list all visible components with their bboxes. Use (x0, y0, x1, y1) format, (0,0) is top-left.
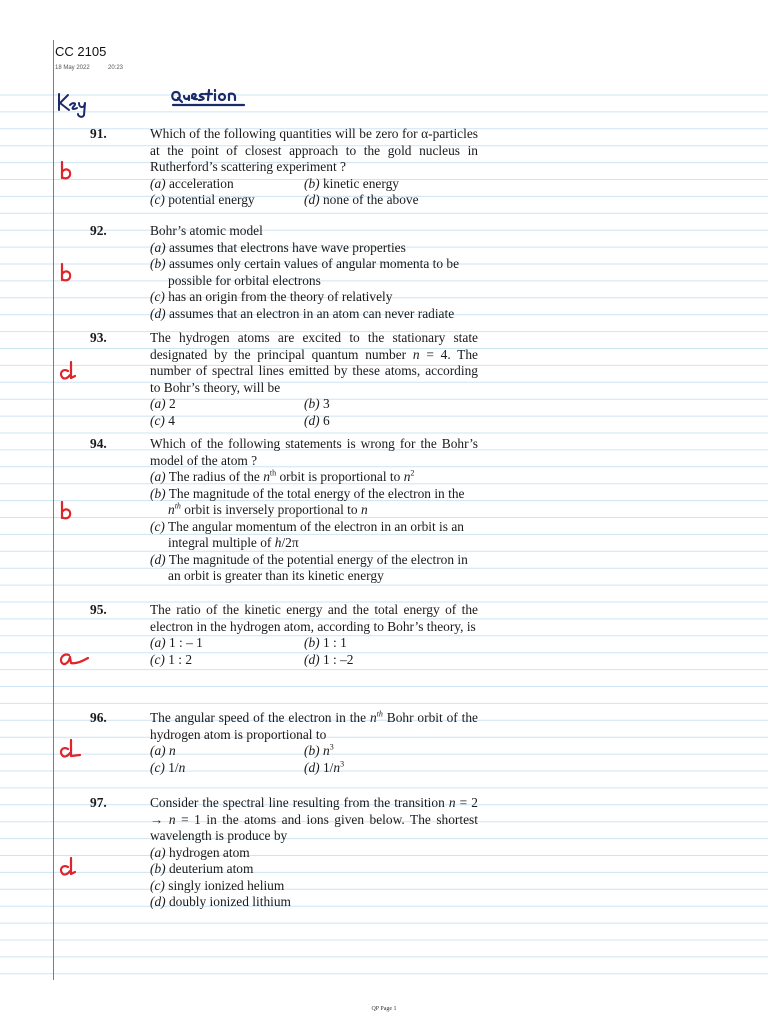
question-95 (90, 602, 478, 668)
question-number: 91. (90, 126, 107, 141)
handwritten-answer-97 (58, 856, 78, 878)
option-d: (d) none of the above (304, 192, 419, 207)
question-stem: The ratio of the kinetic energy and the total energy of the electron in the hydrogen atom, according to Bohr’s theory, is (150, 602, 478, 634)
question-97 (90, 795, 478, 911)
page-time: 20:23 (108, 65, 124, 71)
option-b: (b) 3 (304, 396, 330, 411)
handwritten-answer-91 (58, 160, 74, 182)
option-d: (d) $1/n^3$ (304, 759, 345, 775)
options (120, 635, 478, 668)
question-number: 94. (90, 436, 107, 451)
handwritten-answer-92 (58, 262, 74, 284)
option-d: (d) 1 : –2 (304, 651, 354, 667)
options (120, 396, 478, 429)
handwritten-answer-95 (58, 648, 90, 668)
option-a: (a) The radius of the $n^{th}$ orbit is proportional to $n^2$ (150, 468, 415, 484)
question-stem: The hydrogen atoms are excited to the stationary state designated by the principal quantum number n = 4. The number of spectral lines emitted by these atoms, according to Bohr’s theory, will be (150, 330, 478, 395)
option-c: (c) potential energy (150, 192, 255, 207)
option-b: (b) assumes only certain values of angular momenta to be possible for orbital electrons (150, 256, 460, 288)
options (120, 743, 478, 776)
option-c: (c) 4 (150, 412, 175, 428)
option-c: (c) 1/n (150, 759, 186, 775)
question-number: 93. (90, 330, 107, 345)
question-96 (90, 709, 478, 776)
page-title: CC 2105 (55, 44, 107, 59)
option-d: (d) The magnitude of the potential energy of the electron in an orbit is greater than its kinetic energy (150, 551, 468, 583)
handwritten-answer-93 (58, 360, 78, 382)
option-a: (a) 1 : – 1 (150, 635, 203, 650)
option-a: (a) hydrogen atom (150, 844, 250, 860)
option-a: (a) 2 (150, 396, 176, 411)
question-92 (90, 223, 478, 322)
page-footer: QP Page 1 (371, 1006, 397, 1012)
question-number: 97. (90, 795, 107, 810)
handwritten-answer-96 (58, 738, 84, 760)
option-b: (b) kinetic energy (304, 175, 399, 191)
option-d: (d) assumes that an electron in an atom can never radiate (150, 305, 455, 321)
options (120, 176, 478, 209)
handwritten-key-label (56, 90, 90, 118)
option-b: (b) deuterium atom (150, 861, 254, 876)
question-94 (90, 436, 478, 585)
option-c: (c) singly ionized helium (150, 877, 285, 893)
question-stem: Bohr’s atomic model (150, 223, 263, 238)
question-stem: The angular speed of the electron in the $n^{th}$ Bohr orbit of the hydrogen atom is proportional to (150, 709, 478, 742)
question-stem: Which of the following statements is wrong for the Bohr’s model of the atom ? (150, 436, 478, 468)
handwritten-answer-94 (58, 500, 74, 522)
question-91 (90, 126, 478, 209)
option-a: (a) acceleration (150, 175, 234, 191)
option-b: (b) 1 : 1 (304, 635, 347, 650)
page-date: 18 May 2022 (55, 65, 90, 71)
option-a: (a) assumes that electrons have wave properties (150, 239, 406, 255)
question-93 (90, 330, 478, 429)
option-b: (b) The magnitude of the total energy of the electron in the $n^{th}$ orbit is inversely proportional to n (150, 485, 465, 517)
question-number: 92. (90, 223, 107, 238)
option-d: (d) 6 (304, 412, 330, 428)
margin-line (53, 40, 54, 980)
option-c: (c) The angular momentum of the electron in an orbit is an integral multiple of h/2π (150, 518, 464, 550)
option-c: (c) has an origin from the theory of relatively (150, 289, 393, 304)
option-b: (b) $n^3$ (304, 742, 334, 758)
option-d: (d) doubly ionized lithium (150, 894, 291, 909)
question-stem: Which of the following quantities will be zero for α-particles at the point of closest approach to the gold nucleus in Rutherford’s scattering experiment ? (150, 126, 478, 174)
option-c: (c) 1 : 2 (150, 651, 193, 667)
option-a: (a) n (150, 743, 176, 758)
handwritten-question-label (170, 88, 248, 110)
question-number: 96. (90, 710, 107, 725)
question-stem: Consider the spectral line resulting from the transition n = 2 → n = 1 in the atoms and ions given below. The shortest wavelength is produce by (150, 795, 478, 843)
question-number: 95. (90, 602, 107, 617)
